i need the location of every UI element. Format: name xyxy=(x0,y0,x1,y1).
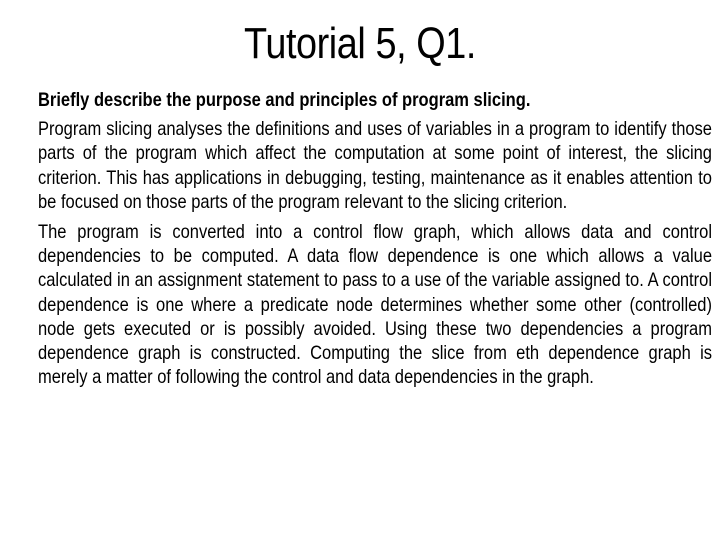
question-text: Briefly describe the purpose and principles of program slicing. xyxy=(38,89,531,111)
slide-title: Tutorial 5, Q1. xyxy=(244,19,476,68)
answer-paragraph-principles: The program is converted into a control flow graph, which allows data and control dependencies to be computed. A data flow dependence is one which allows a value calculated in an assignment statement to pass to a use of the variable assigned to. A control dependence is one where a predicate node determines whether some other (controlled) node gets executed or is possibly avoided. Using these two dependencies a program dependence graph is constructed. Computing the slice from eth dependence graph is merely a matter of following the control and data dependencies in the graph. xyxy=(38,221,712,389)
slide-body xyxy=(38,88,712,395)
answer-paragraph-purpose: Program slicing analyses the definitions and uses of variables in a program to identify those parts of the program which affect the computation at some point of interest, the slicing criterion. This has applications in debugging, testing, maintenance as it enables attention to be focused on those parts of the program relevant to the slicing criterion. xyxy=(38,118,712,213)
